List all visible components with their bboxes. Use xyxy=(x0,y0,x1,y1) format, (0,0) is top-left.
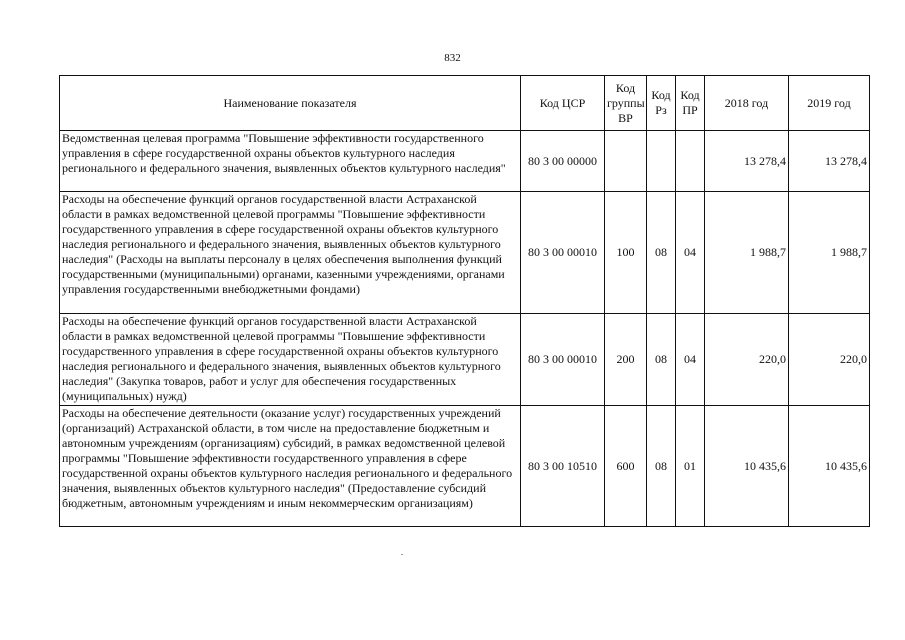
row-rz: 08 xyxy=(647,406,676,527)
header-name: Наименование показателя xyxy=(60,76,521,131)
row-2019: 220,0 xyxy=(789,314,870,406)
header-pr: Код ПР xyxy=(676,76,705,131)
row-2018: 13 278,4 xyxy=(705,131,789,192)
row-name: Расходы на обеспечение деятельности (оказание услуг) государственных учреждений (организаций) Астраханской области, в том числе на предоставление бюджетным и автономным учреждениям (организациям) субсидий, в рамках ведомственной целевой программы "Повышение эффективности государственного управления в сфере государственной охраны объектов культурного наследия регионального и федерального значения, выявленных объектов культурного наследия" (Предоставление субсидий бюджетным, автономным учреждениям и иным некоммерческим организациям) xyxy=(60,406,521,527)
row-2018: 220,0 xyxy=(705,314,789,406)
table-row xyxy=(60,192,870,314)
table-row xyxy=(60,131,870,192)
header-2019: 2019 год xyxy=(789,76,870,131)
row-name: Расходы на обеспечение функций органов государственной власти Астраханской области в рамках ведомственной целевой программы "Повышение эффективности государственного управления в сфере государственной охраны объектов культурного наследия регионального и федерального значения, выявленных объектов культурного наследия" (Расходы на выплаты персоналу в целях обеспечения выполнения функций государственными (муниципальными) органами, казенными учреждениями, органами управления государственными внебюджетными фондами) xyxy=(60,192,521,314)
row-2018: 1 988,7 xyxy=(705,192,789,314)
scan-speck xyxy=(401,554,403,555)
row-2018: 10 435,6 xyxy=(705,406,789,527)
row-2019: 1 988,7 xyxy=(789,192,870,314)
row-rz xyxy=(647,131,676,192)
row-csr: 80 3 00 00000 xyxy=(521,131,605,192)
row-vr: 600 xyxy=(605,406,647,527)
row-rz: 08 xyxy=(647,314,676,406)
header-vr: Код группы ВР xyxy=(605,76,647,131)
row-pr: 04 xyxy=(676,314,705,406)
header-2018: 2018 год xyxy=(705,76,789,131)
row-vr: 200 xyxy=(605,314,647,406)
row-name: Ведомственная целевая программа "Повышение эффективности государственного управления в сфере государственной охраны объектов культурного наследия регионального и федерального значения, выявленных объектов культурного наследия" xyxy=(60,131,521,192)
row-rz: 08 xyxy=(647,192,676,314)
row-2019: 10 435,6 xyxy=(789,406,870,527)
table-header-row xyxy=(60,76,870,131)
table-row xyxy=(60,406,870,527)
row-pr xyxy=(676,131,705,192)
row-name: Расходы на обеспечение функций органов государственной власти Астраханской области в рамках ведомственной целевой программы "Повышение эффективности государственного управления в сфере государственной охраны объектов культурного наследия регионального и федерального значения, выявленных объектов культурного наследия" (Закупка товаров, работ и услуг для обеспечения государственных (муниципальных) нужд) xyxy=(60,314,521,406)
budget-table xyxy=(59,75,870,527)
page-number: 832 xyxy=(444,52,461,64)
row-2019: 13 278,4 xyxy=(789,131,870,192)
row-vr: 100 xyxy=(605,192,647,314)
row-pr: 04 xyxy=(676,192,705,314)
header-csr: Код ЦСР xyxy=(521,76,605,131)
header-rz: Код Рз xyxy=(647,76,676,131)
table-row xyxy=(60,314,870,406)
row-csr: 80 3 00 00010 xyxy=(521,314,605,406)
row-csr: 80 3 00 00010 xyxy=(521,192,605,314)
row-pr: 01 xyxy=(676,406,705,527)
row-vr xyxy=(605,131,647,192)
row-csr: 80 3 00 10510 xyxy=(521,406,605,527)
